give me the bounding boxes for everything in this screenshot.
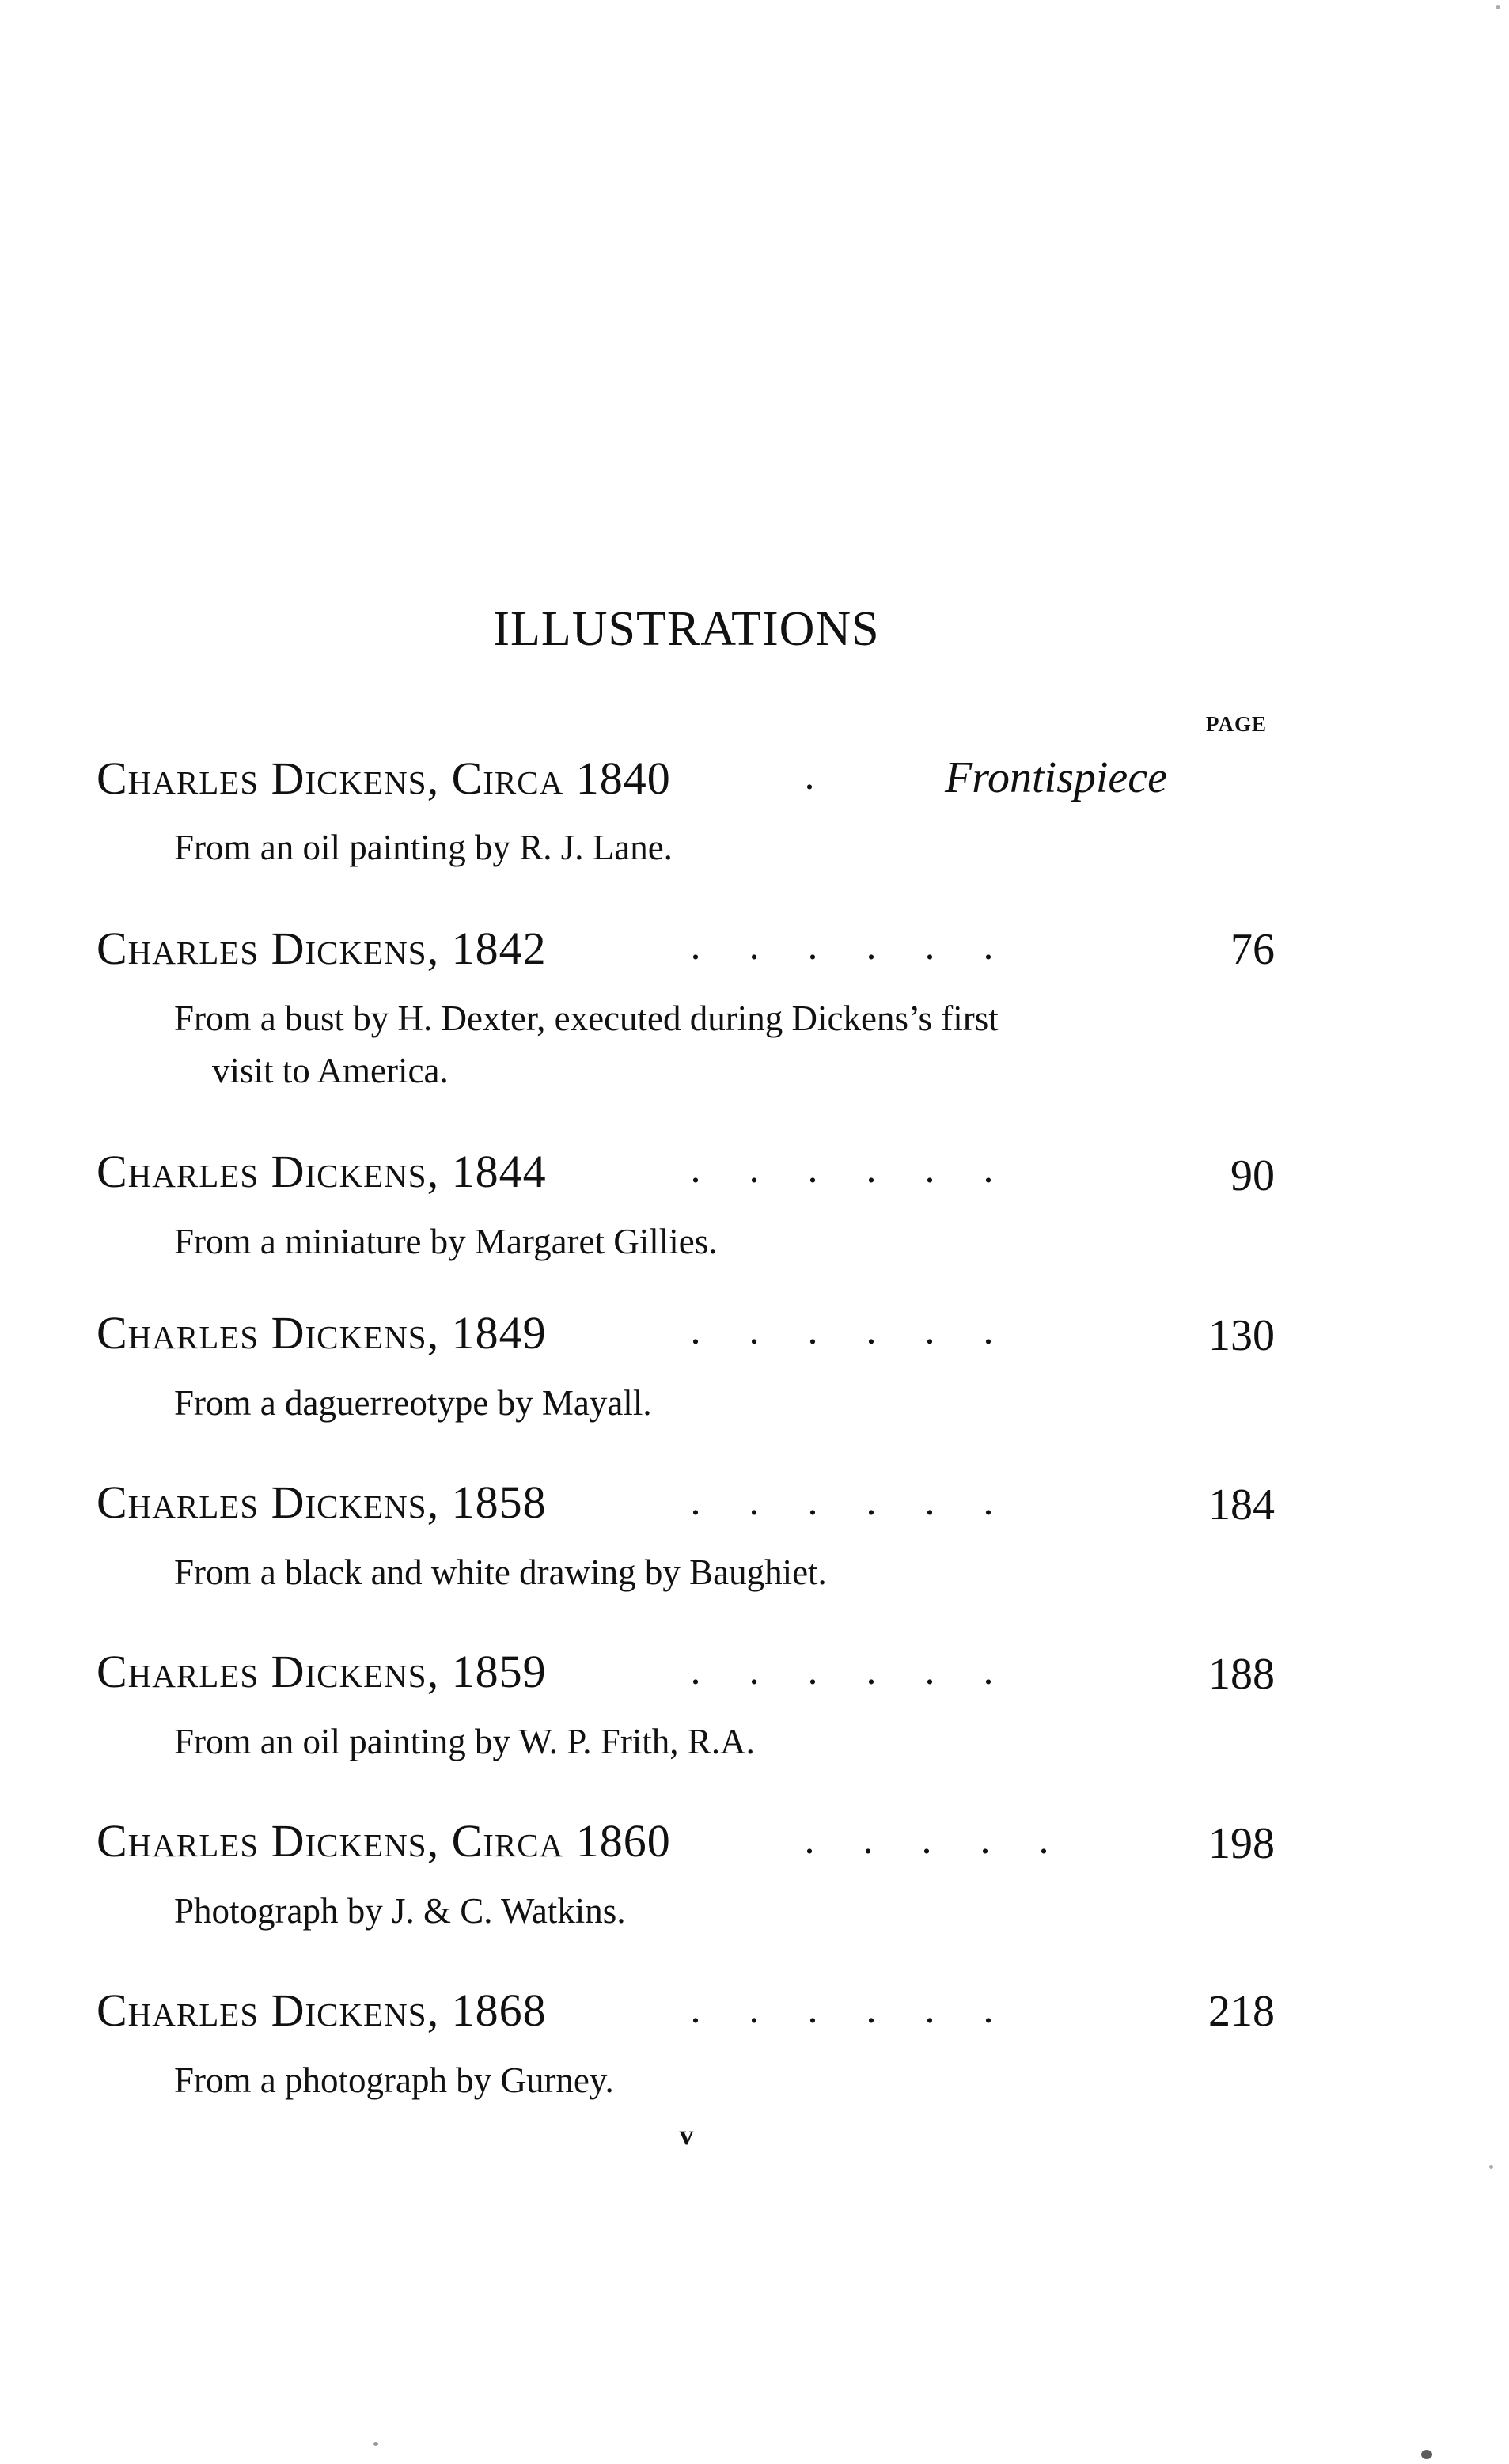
scan-speck <box>373 2442 378 2446</box>
entry-leader-dots: . . . . . . <box>690 1479 994 1524</box>
entry-credit-text: From an oil painting by W. P. Frith, R.A. <box>174 1722 755 1761</box>
entry-leader-dots: . <box>804 753 815 798</box>
entry-page-ref: 188 <box>1208 1650 1275 1699</box>
entry-credit <box>174 1546 1195 1598</box>
entry-credit <box>174 1377 1195 1429</box>
entry-page-ref: 76 <box>1230 925 1275 974</box>
entry-leader-dots: . . . . . . <box>690 1987 994 2032</box>
page-number: v <box>679 2119 694 2151</box>
entry-heading: Charles Dickens, Circa 1860 <box>97 1815 671 1867</box>
entry-credit-text: From a photograph by Gurney. <box>174 2060 614 2100</box>
entry-page-ref: 90 <box>1230 1151 1275 1200</box>
entry-credit <box>174 1215 1195 1268</box>
entry-credit-text: From a miniature by Margaret Gillies. <box>174 1222 718 1261</box>
entry-leader-dots: . . . . . . <box>690 923 994 969</box>
entry-heading: Charles Dickens, 1842 <box>97 923 547 974</box>
entry-credit <box>174 992 1195 1097</box>
entry-heading: Charles Dickens, Circa 1840 <box>97 752 671 804</box>
entry-heading: Charles Dickens, 1844 <box>97 1146 547 1197</box>
entry-heading: Charles Dickens, 1859 <box>97 1646 547 1697</box>
entry-credit <box>174 2054 1195 2106</box>
entry-page-ref: 198 <box>1208 1819 1275 1868</box>
entry-page-ref: 218 <box>1208 1987 1275 2036</box>
scan-speck <box>1489 2165 1493 2169</box>
page-title: ILLUSTRATIONS <box>493 602 880 656</box>
entry-leader-dots: . . . . . . <box>690 1308 994 1353</box>
entry-credit <box>174 1715 1195 1768</box>
entry-leader-dots: . . . . . <box>804 1818 1049 1863</box>
page-column-label: PAGE <box>1206 712 1267 736</box>
scan-speck <box>1421 2450 1432 2459</box>
entry-credit <box>174 821 1195 874</box>
entry-credit-text: Photograph by J. & C. Watkins. <box>174 1891 626 1931</box>
entry-page-ref: 184 <box>1208 1480 1275 1530</box>
entry-credit-continuation: visit to America. <box>212 1051 449 1090</box>
entry-page-ref: 130 <box>1208 1311 1275 1360</box>
entry-credit-text: From an oil painting by R. J. Lane. <box>174 828 673 867</box>
entry-leader-dots: . . . . . . <box>690 1147 994 1192</box>
entry-heading: Charles Dickens, 1849 <box>97 1307 547 1359</box>
entry-heading: Charles Dickens, 1868 <box>97 1984 547 2036</box>
entry-credit <box>174 1885 1195 1937</box>
entry-heading: Charles Dickens, 1858 <box>97 1477 547 1528</box>
entry-leader-dots: . . . . . . <box>690 1648 994 1693</box>
entry-credit-text: From a daguerreotype by Mayall. <box>174 1383 652 1423</box>
entry-credit-text: From a bust by H. Dexter, executed during Dickens’s first <box>174 999 999 1038</box>
entry-page-ref: Frontispiece <box>945 753 1167 802</box>
entry-credit-text: From a black and white drawing by Baughiet. <box>174 1552 827 1592</box>
scan-speck <box>1496 5 1500 9</box>
